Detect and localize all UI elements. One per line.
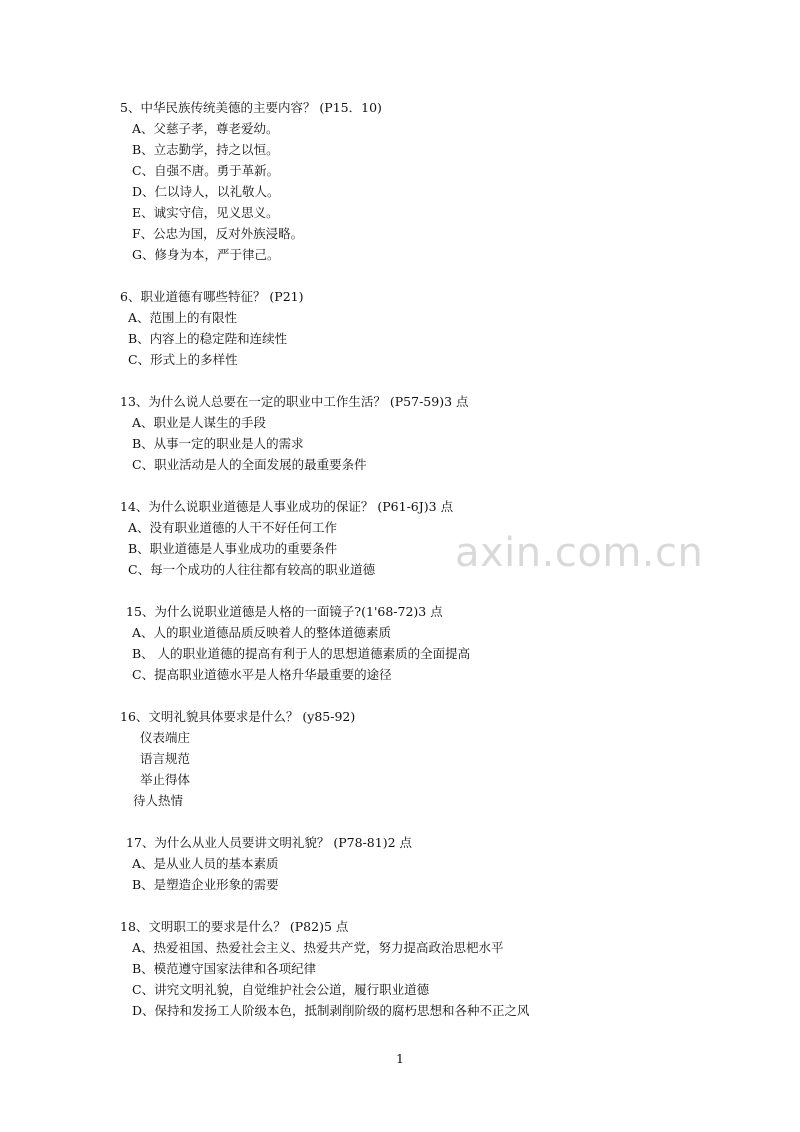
- question-13-option-b: B、从事一定的职业是人的需求: [132, 436, 304, 451]
- question-6-option-b: B、内容上的稳定陛和连续性: [128, 331, 288, 346]
- question-16-item-2: 语言规范: [140, 751, 191, 766]
- question-16-item-3: 举止得体: [140, 772, 191, 787]
- question-5-option-e: E、诚实守信，见义思义。: [132, 205, 279, 220]
- question-16-title: 16、文明礼貌具体要求是什么？ (y85-92): [120, 709, 356, 724]
- question-17-title: 17、为什么从业人员要讲文明礼貌？ (P78-81)2 点: [126, 835, 413, 850]
- question-18-option-b: B、模范遵守国家法律和各项纪律: [132, 961, 317, 976]
- question-5-option-g: G、修身为本，严于律己。: [132, 247, 280, 262]
- question-5-option-a: A、父慈子孝，尊老爱幼。: [132, 121, 279, 136]
- question-18-option-a: A、热爱祖国、热爱社会主义、热爱共产党，努力提高政治思杷水平: [132, 940, 504, 955]
- question-13-title: 13、为什么说人总要在一定的职业中工作生活？ (P57-59)3 点: [120, 394, 469, 409]
- question-16-item-1: 仪表端庄: [140, 730, 191, 745]
- question-6-option-a: A、范围上的有限性: [128, 310, 238, 325]
- question-15-option-a: A、人的职业道德品质反映着人的整体道德素质: [132, 625, 392, 640]
- question-5-option-c: C、自强不唐。勇于革新。: [132, 163, 280, 178]
- question-15-title: 15、为什么说职业道德是人格的一面镜子?(1'68-72)3 点: [126, 604, 443, 619]
- question-13-option-a: A、职业是人谋生的手段: [132, 415, 267, 430]
- question-6-option-c: C、形式上的多样性: [128, 352, 238, 367]
- question-17-option-b: B、是塑造企业形象的需要: [132, 877, 279, 892]
- question-17-option-a: A、是从业人员的基本素质: [132, 856, 279, 871]
- question-14-title: 14、为什么说职业道德是人事业成功的保证？ (P61-6J)3 点: [120, 499, 454, 514]
- question-18-title: 18、文明职工的要求是什么？ (P82)5 点: [120, 919, 349, 934]
- question-5-option-b: B、立志勤学，持之以恒。: [132, 142, 279, 157]
- watermark: axin.com.cn: [455, 530, 704, 576]
- question-15-option-c: C、提高职业道德水平是人格升华最重要的途径: [132, 667, 392, 682]
- question-18-option-d: D、保持和发扬工人阶级本色，抵制剥削阶级的腐朽思想和各种不正之风: [132, 1003, 530, 1018]
- question-14-option-c: C、每一个成功的人往往都有较高的职业道德: [128, 562, 376, 577]
- question-14-option-a: A、没有职业道德的人干不好任何工作: [128, 520, 338, 535]
- question-16-item-4: 待人热情: [133, 793, 184, 808]
- question-13-option-c: C、职业活动是人的全面发展的最重要条件: [132, 457, 367, 472]
- page-number: 1: [396, 1051, 404, 1066]
- question-6-title: 6、职业道德有哪些特征？ (P21): [120, 289, 304, 304]
- question-5-option-d: D、仁以诗人，以礼敬人。: [132, 184, 280, 199]
- question-5-option-f: F、公忠为国，反对外族浸略。: [132, 226, 304, 241]
- question-15-option-b: B、 人的职业道德的提高有利于人的思想道德素质的全面提高: [132, 646, 471, 661]
- question-14-option-b: B、职业道德是人事业成功的重要条件: [128, 541, 338, 556]
- question-5-title: 5、中华民族传统美德的主要内容？ (P15．10): [120, 100, 382, 115]
- question-18-option-c: C、讲究文明礼貌，自觉维护社会公道，履行职业道德: [132, 982, 430, 997]
